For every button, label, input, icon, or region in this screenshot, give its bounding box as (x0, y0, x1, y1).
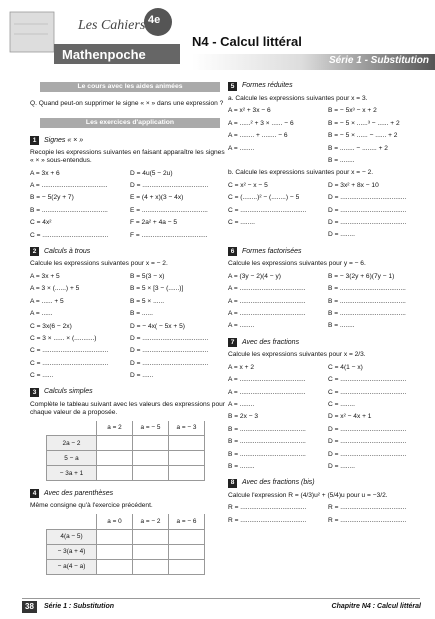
answer-cell[interactable] (169, 529, 205, 544)
expression-row (228, 182, 428, 190)
footer-chapter: Chapitre N4 : Calcul littéral (331, 603, 421, 610)
answer-cell[interactable] (97, 559, 133, 574)
expression-row (228, 322, 428, 330)
expression-cell: A = 3 × (......) + 5 (30, 285, 80, 293)
exercises-bar: Les exercices d'application (40, 118, 220, 128)
answer-cell[interactable] (97, 451, 133, 466)
expression-cell: A = (3y − 2)(4 − y) (228, 272, 281, 280)
expression-row (228, 145, 428, 153)
expression-row (30, 323, 230, 331)
exercise-6-text: Calcule les expressions suivantes pour y = − 6. (228, 260, 366, 268)
table-row (47, 451, 205, 466)
expression-row (30, 298, 230, 306)
expression-cell: C = ...... (30, 372, 54, 380)
exercise-6-header: 6 Formes factorisées (228, 247, 428, 256)
table-header-cell: a = − 5 (133, 421, 169, 436)
expression-cell: C = .................................... (30, 231, 109, 239)
expression-cell: R = .................................... (328, 504, 407, 512)
expression-row (228, 298, 428, 306)
expression-row (30, 207, 230, 215)
expression-row (228, 364, 428, 372)
expression-row (228, 107, 428, 115)
expression-cell: F = 2a² + 4a − 5 (130, 219, 178, 227)
answer-cell[interactable] (169, 466, 205, 481)
expression-cell: D = .................................... (328, 194, 407, 202)
answer-cell[interactable] (133, 451, 169, 466)
answer-cell[interactable] (97, 466, 133, 481)
expression-cell: A = x² + 3x − 6 (228, 107, 271, 115)
table-row (47, 559, 205, 574)
expression-cell: C = 3 × ...... × (...........) (30, 334, 97, 342)
expression-row (30, 182, 230, 190)
page-number: 38 (22, 601, 37, 613)
exercise-6-rows (228, 273, 428, 331)
expression-cell: A = ........ (228, 400, 255, 408)
expression-row (30, 194, 230, 202)
expression-row (228, 310, 428, 318)
exercise-4-text: Même consigne qu'à l'exercice précédent. (30, 502, 153, 510)
expression-cell: B = − 5(2y + 7) (30, 194, 74, 202)
exercise-3-header: 3 Calculs simples (30, 388, 230, 397)
expression-cell: D = ........ (328, 231, 355, 239)
expression-cell: B = 5 × ...... (130, 297, 165, 305)
table-header-cell: a = 2 (97, 421, 133, 436)
expression-cell: A = ......² + 3 × ...... − 6 (228, 119, 294, 127)
expression-cell: C = 4(1 − x) (328, 363, 363, 371)
expression-row (228, 389, 428, 397)
expression-cell: B = .................................... (328, 285, 406, 293)
expression-cell: E = .................................... (130, 206, 208, 214)
expression-cell: D = 3x² + 8x − 10 (328, 181, 379, 189)
expression-cell: C = 4x² (30, 219, 52, 227)
expression-cell: C = ........ (328, 400, 355, 408)
expression-row (228, 285, 428, 293)
exercise-5a-text: a. Calcule les expressions suivantes pour x = 3. (228, 95, 368, 102)
expression-cell: B = − 5 × ......³ − ...... + 2 (328, 119, 400, 127)
expression-cell: A = ........ + ........ − 6 (228, 132, 288, 140)
exercise-7-header: 7 Avec des fractions (228, 338, 428, 347)
expression-cell: A = .................................... (228, 297, 306, 305)
expression-cell: B = .................................... (228, 425, 306, 433)
expression-cell (228, 231, 328, 239)
page-header (0, 0, 435, 78)
expression-cell: A = .................................... (228, 376, 306, 384)
table-row (47, 544, 205, 559)
expression-row (228, 401, 428, 409)
expression-cell: E = (4 + x)(3 − 4x) (130, 194, 184, 202)
expression-cell: C = .................................... (328, 376, 407, 384)
expression-cell: A = .................................... (228, 285, 306, 293)
expression-cell: D = x² − 4x + 1 (328, 413, 372, 421)
expression-cell: D = .................................... (328, 219, 407, 227)
exercise-3-text: Complète le tableau suivant avec les valeurs des expressions pour chaque valeur de a proposée. (30, 401, 225, 416)
expression-cell: A = ........ (228, 144, 255, 152)
exercise-4-table (46, 514, 205, 575)
left-column (30, 82, 230, 579)
expression-cell: B = .................................... (228, 438, 306, 446)
table-row-label: − 3a + 1 (47, 466, 97, 481)
table-header-cell: a = − 3 (169, 421, 205, 436)
expression-cell: D = .................................... (328, 206, 407, 214)
exercise-5-header: 5 Formes réduites (228, 82, 428, 91)
expression-cell: B = .................................... (228, 450, 306, 458)
exercise-4-header: 4 Avec des parenthèses (30, 489, 230, 498)
expression-cell: D = 4u(5 − 2u) (130, 169, 173, 177)
expression-cell: B = − 3(2y + 6)(7y − 1) (328, 272, 395, 280)
exercise-7-rows (228, 364, 428, 471)
answer-cell[interactable] (169, 544, 205, 559)
table-header-cell: a = 0 (97, 514, 133, 529)
expression-cell: C = (........)² − (........) − 5 (228, 194, 300, 202)
expression-cell: D = .................................... (328, 438, 407, 446)
expression-cell: C = .................................... (228, 206, 307, 214)
expression-row (30, 310, 230, 318)
expression-cell: B = 2x − 3 (228, 413, 259, 421)
exercise-5b-text: b. Calcule les expressions suivantes pour x = − 2. (228, 169, 374, 177)
expression-cell: C = 3x(6 − 2x) (30, 322, 72, 330)
exercise-7-text: Calcule les expressions suivantes pour x = 2/3. (228, 351, 366, 359)
table-row-label: 2a − 2 (47, 436, 97, 451)
expression-cell: C = .................................... (328, 388, 407, 396)
table-row (47, 529, 205, 544)
answer-cell[interactable] (169, 451, 205, 466)
expression-cell (228, 157, 328, 165)
expression-row (228, 504, 428, 512)
expression-row (228, 438, 428, 446)
expression-row (228, 426, 428, 434)
expression-cell: B = 5 × [3 − (......)] (130, 285, 184, 293)
expression-cell: B = ........ (228, 462, 255, 470)
expression-cell: C = x² − x − 5 (228, 181, 268, 189)
answer-cell[interactable] (133, 466, 169, 481)
expression-cell: A = ...... (30, 310, 53, 318)
answer-cell[interactable] (169, 559, 205, 574)
expression-cell: D = .................................... (130, 359, 209, 367)
expression-row (228, 463, 428, 471)
answer-cell[interactable] (133, 544, 169, 559)
expression-row (228, 376, 428, 384)
answer-cell[interactable] (97, 529, 133, 544)
exercise-2-text: Calcule les expressions suivantes pour x = − 2. (30, 260, 168, 268)
answer-cell[interactable] (133, 559, 169, 574)
answer-cell[interactable] (133, 529, 169, 544)
expression-cell: D = .................................... (130, 181, 209, 189)
exercise-5b-rows (228, 182, 428, 240)
expression-row (228, 207, 428, 215)
expression-cell: D = .................................... (130, 347, 209, 355)
expression-cell: D = ...... (130, 372, 154, 380)
expression-cell: R = .................................... (328, 516, 407, 524)
expression-cell: B = .................................... (328, 297, 406, 305)
table-row-label: 4(a − 5) (47, 529, 97, 544)
answer-cell[interactable] (169, 436, 205, 451)
expression-cell: B = .................................... (30, 206, 108, 214)
expression-cell: B = ...... (130, 310, 153, 318)
table-header-cell: a = − 2 (133, 514, 169, 529)
answer-cell[interactable] (97, 436, 133, 451)
expression-row (228, 194, 428, 202)
expression-cell: D = − 4x( − 5x + 5) (130, 322, 185, 330)
table-row-label: 5 − a (47, 451, 97, 466)
expression-cell: A = ........ (228, 322, 255, 330)
expression-cell: A = 3x + 5 (30, 272, 60, 280)
expression-row (228, 451, 428, 459)
expression-cell: B = ........ (328, 157, 355, 165)
expression-row (30, 285, 230, 293)
expression-row (30, 232, 230, 240)
expression-cell: C = .................................... (30, 359, 109, 367)
table-row (47, 436, 205, 451)
brand-cahiers: Les Cahiers (78, 18, 146, 33)
series-title: Série 1 - Substitution (328, 55, 429, 66)
expression-row (228, 219, 428, 227)
expression-cell: F = .................................... (130, 231, 208, 239)
expression-row (228, 120, 428, 128)
expression-cell: B = 5(3 − x) (130, 272, 165, 280)
expression-row (30, 347, 230, 355)
expression-row (30, 219, 230, 227)
expression-row (30, 372, 230, 380)
expression-cell: B = − 5 × ...... − ...... + 2 (328, 132, 398, 140)
expression-cell: A = x + 2 (228, 363, 255, 371)
expression-cell: D = ........ (328, 462, 355, 470)
expression-row (228, 231, 428, 239)
right-column (228, 82, 428, 529)
chapter-title: N4 - Calcul littéral (192, 34, 302, 49)
expression-row (228, 157, 428, 165)
exercise-1-header: 1 Signes « × » (30, 136, 230, 145)
expression-cell: D = .................................... (328, 450, 407, 458)
expression-cell: R = .................................... (228, 516, 307, 524)
expression-cell: B = ........ − ........ + 2 (328, 144, 388, 152)
exercise-2-rows (30, 273, 230, 380)
cours-bar: Le cours avec les aides animées (40, 82, 220, 92)
answer-cell[interactable] (97, 544, 133, 559)
expression-cell: A = .................................... (228, 310, 306, 317)
expression-cell: D = .................................... (328, 425, 407, 433)
expression-cell: C = .................................... (30, 347, 109, 355)
expression-row (228, 517, 428, 525)
exercise-1-text: Recopie les expressions suivantes en faisant apparaître les signes « × » sous-entendus. (30, 149, 225, 165)
expression-row (30, 360, 230, 368)
expression-row (30, 170, 230, 178)
expression-cell: A = 3x + 6 (30, 169, 60, 177)
table-row-label: − 3(a + 4) (47, 544, 97, 559)
expression-row (30, 335, 230, 343)
question-text: Q. Quand peut-on supprimer le signe « × » dans une expression ? (30, 100, 224, 108)
exercise-1-rows (30, 170, 230, 240)
brand-mathenpoche: Mathenpoche (62, 47, 146, 62)
exercise-2-header: 2 Calculs à trous (30, 247, 230, 256)
expression-cell: B = − 5x³ − x + 2 (328, 107, 377, 115)
footer-series: Série 1 : Substitution (44, 603, 115, 610)
expression-row (228, 273, 428, 281)
expression-cell: A = .................................... (30, 181, 108, 189)
expression-cell: D = .................................... (130, 334, 209, 342)
expression-cell: R = .................................... (228, 504, 307, 512)
expression-cell: A = .................................... (228, 388, 306, 396)
expression-row (30, 273, 230, 281)
expression-cell: A = ...... + 5 (30, 297, 64, 305)
table-row-label: − a(4 − a) (47, 559, 97, 574)
expression-cell: B = ........ (328, 322, 355, 330)
exercise-3-table (46, 421, 205, 482)
expression-row (228, 132, 428, 140)
expression-cell: C = ........ (228, 219, 255, 227)
exercise-8-header: 8 Avec des fractions (bis) (228, 479, 428, 488)
table-header-cell: a = − 6 (169, 514, 205, 529)
exercise-5a-rows (228, 107, 428, 165)
expression-row (228, 413, 428, 421)
table-row (47, 466, 205, 481)
exercise-8-rows (228, 504, 428, 524)
expression-cell: B = .................................... (328, 310, 406, 317)
exercise-8-text: Calcule l'expression R = (4/3)u² + (5/4)u pour u = −3/2. (228, 491, 388, 499)
level-badge: 4e (148, 14, 161, 26)
answer-cell[interactable] (133, 436, 169, 451)
